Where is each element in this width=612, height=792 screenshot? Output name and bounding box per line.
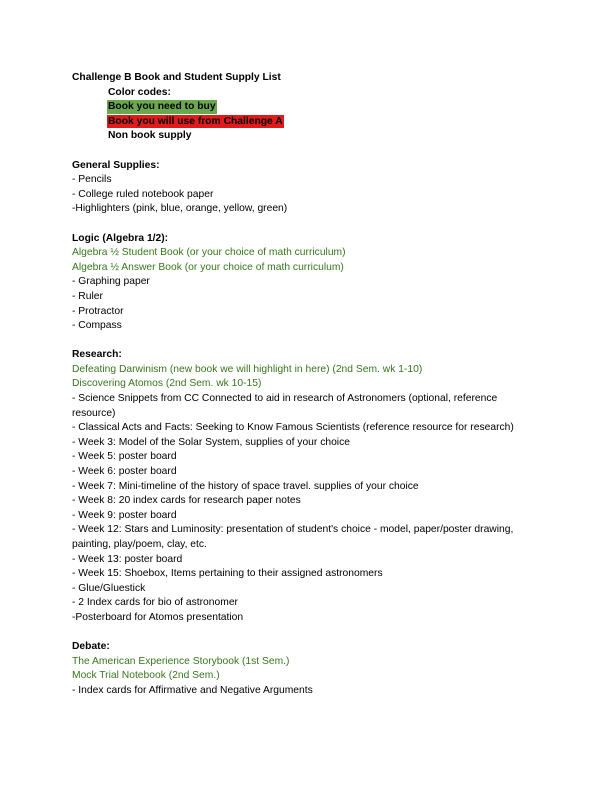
list-item: - Index cards for Affirmative and Negative Arguments bbox=[72, 684, 313, 696]
list-item: - Graphing paper bbox=[72, 276, 150, 288]
book-item: Discovering Atomos (2nd Sem. wk 10-15) bbox=[72, 378, 262, 390]
list-item: - 2 Index cards for bio of astronomer bbox=[72, 597, 238, 609]
list-item: - Week 8: 20 index cards for research paper notes bbox=[72, 495, 301, 507]
list-item: - Week 3: Model of the Solar System, supplies of your choice bbox=[72, 436, 350, 448]
logic-section bbox=[72, 232, 542, 334]
list-item: - College ruled notebook paper bbox=[72, 188, 214, 200]
list-item: - Week 15: Shoebox, Items pertaining to their assigned astronomers bbox=[72, 568, 383, 580]
list-item: -Highlighters (pink, blue, orange, yellow, green) bbox=[72, 203, 288, 215]
list-item: - Week 9: poster board bbox=[72, 509, 177, 521]
list-item: -Posterboard for Atomos presentation bbox=[72, 611, 244, 623]
book-item: The American Experience Storybook (1st Sem.) bbox=[72, 655, 290, 667]
list-item: - Compass bbox=[72, 320, 122, 332]
book-item: Defeating Darwinism (new book we will highlight in here) (2nd Sem. wk 1-10) bbox=[72, 363, 423, 375]
legend-reuse: Book you will use from Challenge A bbox=[108, 115, 283, 127]
color-codes-heading: Color codes: bbox=[108, 86, 171, 98]
legend-buy: Book you need to buy bbox=[108, 101, 216, 113]
list-item: - Ruler bbox=[72, 290, 103, 302]
list-item: - Pencils bbox=[72, 174, 112, 186]
section-heading: Research: bbox=[72, 349, 122, 361]
list-item: - Glue/Gluestick bbox=[72, 582, 146, 594]
legend-supply: Non book supply bbox=[108, 130, 192, 142]
document-page bbox=[72, 71, 542, 699]
list-item: - Week 7: Mini-timeline of the history of space travel. supplies of your choice bbox=[72, 480, 419, 492]
section-heading: General Supplies: bbox=[72, 159, 160, 171]
research-section bbox=[72, 348, 542, 625]
list-item: - Week 12: Stars and Luminosity: presentation of student's choice - model, paper/poster drawing, painting, play/poem, clay, etc. bbox=[72, 524, 514, 550]
list-item: - Science Snippets from CC Connected to aid in research of Astronomers (optional, reference resource) bbox=[72, 393, 498, 419]
color-codes-legend bbox=[72, 86, 542, 144]
section-heading: Debate: bbox=[72, 641, 110, 653]
book-item: Algebra ½ Answer Book (or your choice of math curriculum) bbox=[72, 261, 344, 273]
list-item: - Week 5: poster board bbox=[72, 451, 177, 463]
section-heading: Logic (Algebra 1/2): bbox=[72, 232, 169, 244]
debate-section bbox=[72, 640, 542, 698]
list-item: - Week 6: poster board bbox=[72, 466, 177, 478]
book-item: Mock Trial Notebook (2nd Sem.) bbox=[72, 670, 220, 682]
general-supplies-section bbox=[72, 159, 542, 217]
document-title: Challenge B Book and Student Supply List bbox=[72, 72, 281, 83]
list-item: - Week 13: poster board bbox=[72, 553, 183, 565]
list-item: - Protractor bbox=[72, 305, 124, 317]
book-item: Algebra ½ Student Book (or your choice of math curriculum) bbox=[72, 247, 346, 259]
list-item: - Classical Acts and Facts: Seeking to Know Famous Scientists (reference resource for research) bbox=[72, 422, 514, 434]
